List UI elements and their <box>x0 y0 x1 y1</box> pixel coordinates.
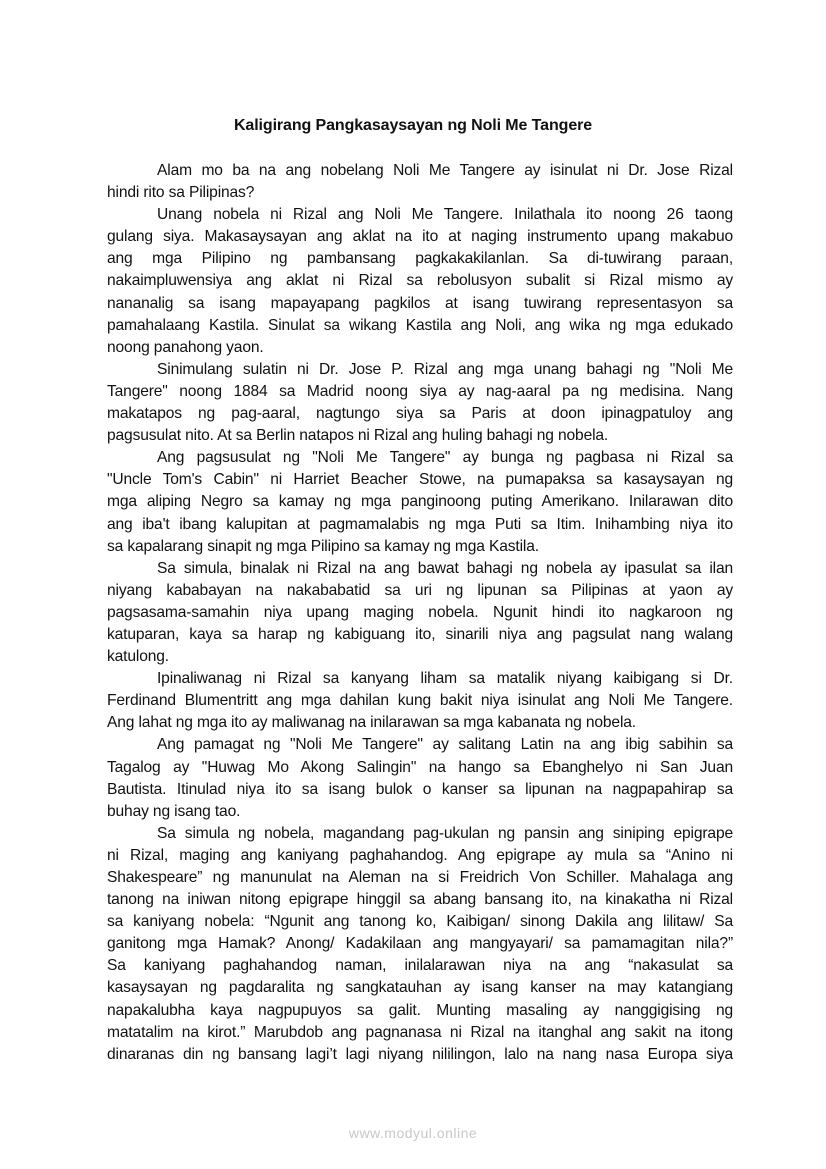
text-line: Ang pamagat ng "Noli Me Tangere" ay salitang Latin na ang ibig sabihin sa <box>157 736 733 754</box>
text-line: nakaimpluwensiya ang aklat ni Rizal sa rebolusyon subalit si Rizal mismo ay <box>107 272 733 290</box>
text-line: sa kapalarang sinapit ng mga Pilipino sa kamay ng mga Kastila. <box>107 537 539 555</box>
document-title: Kaligirang Pangkasaysayan ng Noli Me Tangere <box>233 117 593 134</box>
text-line: hindi rito sa Pilipinas? <box>107 184 255 202</box>
text-line: Bautista. Itinulad niya ito sa isang bulok o kanser sa lipunan na nagpapahirap sa <box>107 780 733 798</box>
text-line: Ipinaliwanag ni Rizal sa kanyang liham sa matalik niyang kaibigang si Dr. <box>157 670 733 688</box>
text-line: kasaysayan ng pagdaralita ng sangkatauhan ay isang kanser na may katangiang <box>107 979 733 997</box>
paragraph <box>107 823 733 1066</box>
text-line: ang iba't ibang kalupitan at pagmamalabis ng mga Puti sa Itim. Inihambing niya ito <box>107 515 733 533</box>
text-line: dinaranas din ng bansang lagi’t lagi niyang nililingon, lalo na nang nasa Europa siya <box>107 1045 733 1063</box>
text-line: sa kaniyang nobela: “Ngunit ang tanong ko, Kaibigan/ sinong Dakila ang lilitaw/ Sa <box>107 913 733 931</box>
paragraph <box>107 558 733 668</box>
text-line: napakalubha kaya nagpupuyos sa galit. Munting masaling ay nanggigising ng <box>107 1001 733 1019</box>
text-line: gulang siya. Makasaysayan ang aklat na ito at naging instrumento upang makabuo <box>107 228 733 246</box>
text-line: niyang kababayan na nakababatid sa uri ng lipunan sa Pilipinas at yaon ay <box>107 581 733 599</box>
text-line: nananalig sa isang mapayapang pagkilos at isang tuwirang representasyon sa <box>107 294 733 312</box>
watermark: www.modyul.online <box>348 1125 478 1141</box>
text-line: Tagalog ay "Huwag Mo Akong Salingin" na hango sa Ebanghelyo ni San Juan <box>107 758 733 776</box>
text-line: ang mga Pilipino ng pambansang pagkakakilanlan. Sa di-tuwirang paraan, <box>107 250 733 268</box>
text-line: pamahalaang Kastila. Sinulat sa wikang Kastila ang Noli, ang wika ng mga edukado <box>107 316 733 334</box>
text-line: matatalim na kirot.” Marubdob ang pagnanasa ni Rizal na itanghal ang sakit na itong <box>107 1023 733 1041</box>
text-line: Sa simula, binalak ni Rizal na ang bawat bahagi ng nobela ay ipasulat sa ilan <box>157 559 733 577</box>
text-line: Alam mo ba na ang nobelang Noli Me Tangere ay isinulat ni Dr. Jose Rizal <box>157 162 733 179</box>
text-line: ganitong mga Hamak? Anong/ Kadakilaan ang mangyayari/ sa pamamagitan nila?” <box>107 935 733 953</box>
text-line: noong panahong yaon. <box>107 338 264 356</box>
text-line: Sa kaniyang paghahandog naman, inilalarawan niya na ang “nakasulat sa <box>107 957 733 975</box>
paragraph <box>107 668 733 734</box>
text-line: "Uncle Tom's Cabin" ni Harriet Beacher Stowe, na pumapaksa sa kasaysayan ng <box>107 471 733 489</box>
text-line: Ang lahat ng mga ito ay maliwanag na inilarawan sa mga kabanata ng nobela. <box>107 714 636 732</box>
text-line: Shakespeare” ng manunulat na Aleman na si Freidrich Von Schiller. Mahalaga ang <box>107 869 733 886</box>
text-line: makatapos ng pag-aaral, nagtungo siya sa Paris at doon ipinagpatuloy ang <box>107 405 733 423</box>
text-line: katulong. <box>107 648 169 666</box>
paragraph <box>107 447 733 557</box>
text-line: ni Rizal, maging ang kaniyang paghahandog. Ang epigrape ay mula sa “Anino ni <box>107 846 733 864</box>
text-line: Sa simula ng nobela, magandang pag-ukulan ng pansin ang siniping epigrape <box>157 824 733 842</box>
text-line: buhay ng isang tao. <box>107 802 241 820</box>
paragraph <box>107 204 733 359</box>
paragraph <box>107 359 733 447</box>
text-line: Tangere" noong 1884 sa Madrid noong siya ay nag-aaral pa ng medisina. Nang <box>107 382 733 400</box>
text-line: Ferdinand Blumentritt ang mga dahilan kung bakit niya isinulat ang Noli Me Tangere. <box>107 692 733 710</box>
text-line: katuparan, kaya sa harap ng kabiguang ito, sinarili niya ang pagsulat nang walang <box>107 625 733 643</box>
text-line: pagsasama-samahin niya upang maging nobela. Ngunit hindi ito nagkaroon ng <box>107 603 733 621</box>
text-line: Sinimulang sulatin ni Dr. Jose P. Rizal ang mga unang bahagi ng "Noli Me <box>157 360 733 378</box>
text-line: Unang nobela ni Rizal ang Noli Me Tangere. Inilathala ito noong 26 taong <box>157 206 733 224</box>
text-line: tanong na iniwan nitong epigrape hinggil sa abang bansang ito, na kinakatha ni Rizal <box>107 891 733 909</box>
document-body <box>107 160 733 1066</box>
paragraph <box>107 160 733 204</box>
text-line: mga aliping Negro sa kamay ng mga panginoong puting Amerikano. Inilarawan dito <box>107 493 733 511</box>
text-line: Ang pagsusulat ng "Noli Me Tangere" ay bunga ng pagbasa ni Rizal sa <box>157 449 733 467</box>
paragraph <box>107 734 733 822</box>
text-line: pagsusulat nito. At sa Berlin natapos ni Rizal ang huling bahagi ng nobela. <box>107 427 609 445</box>
